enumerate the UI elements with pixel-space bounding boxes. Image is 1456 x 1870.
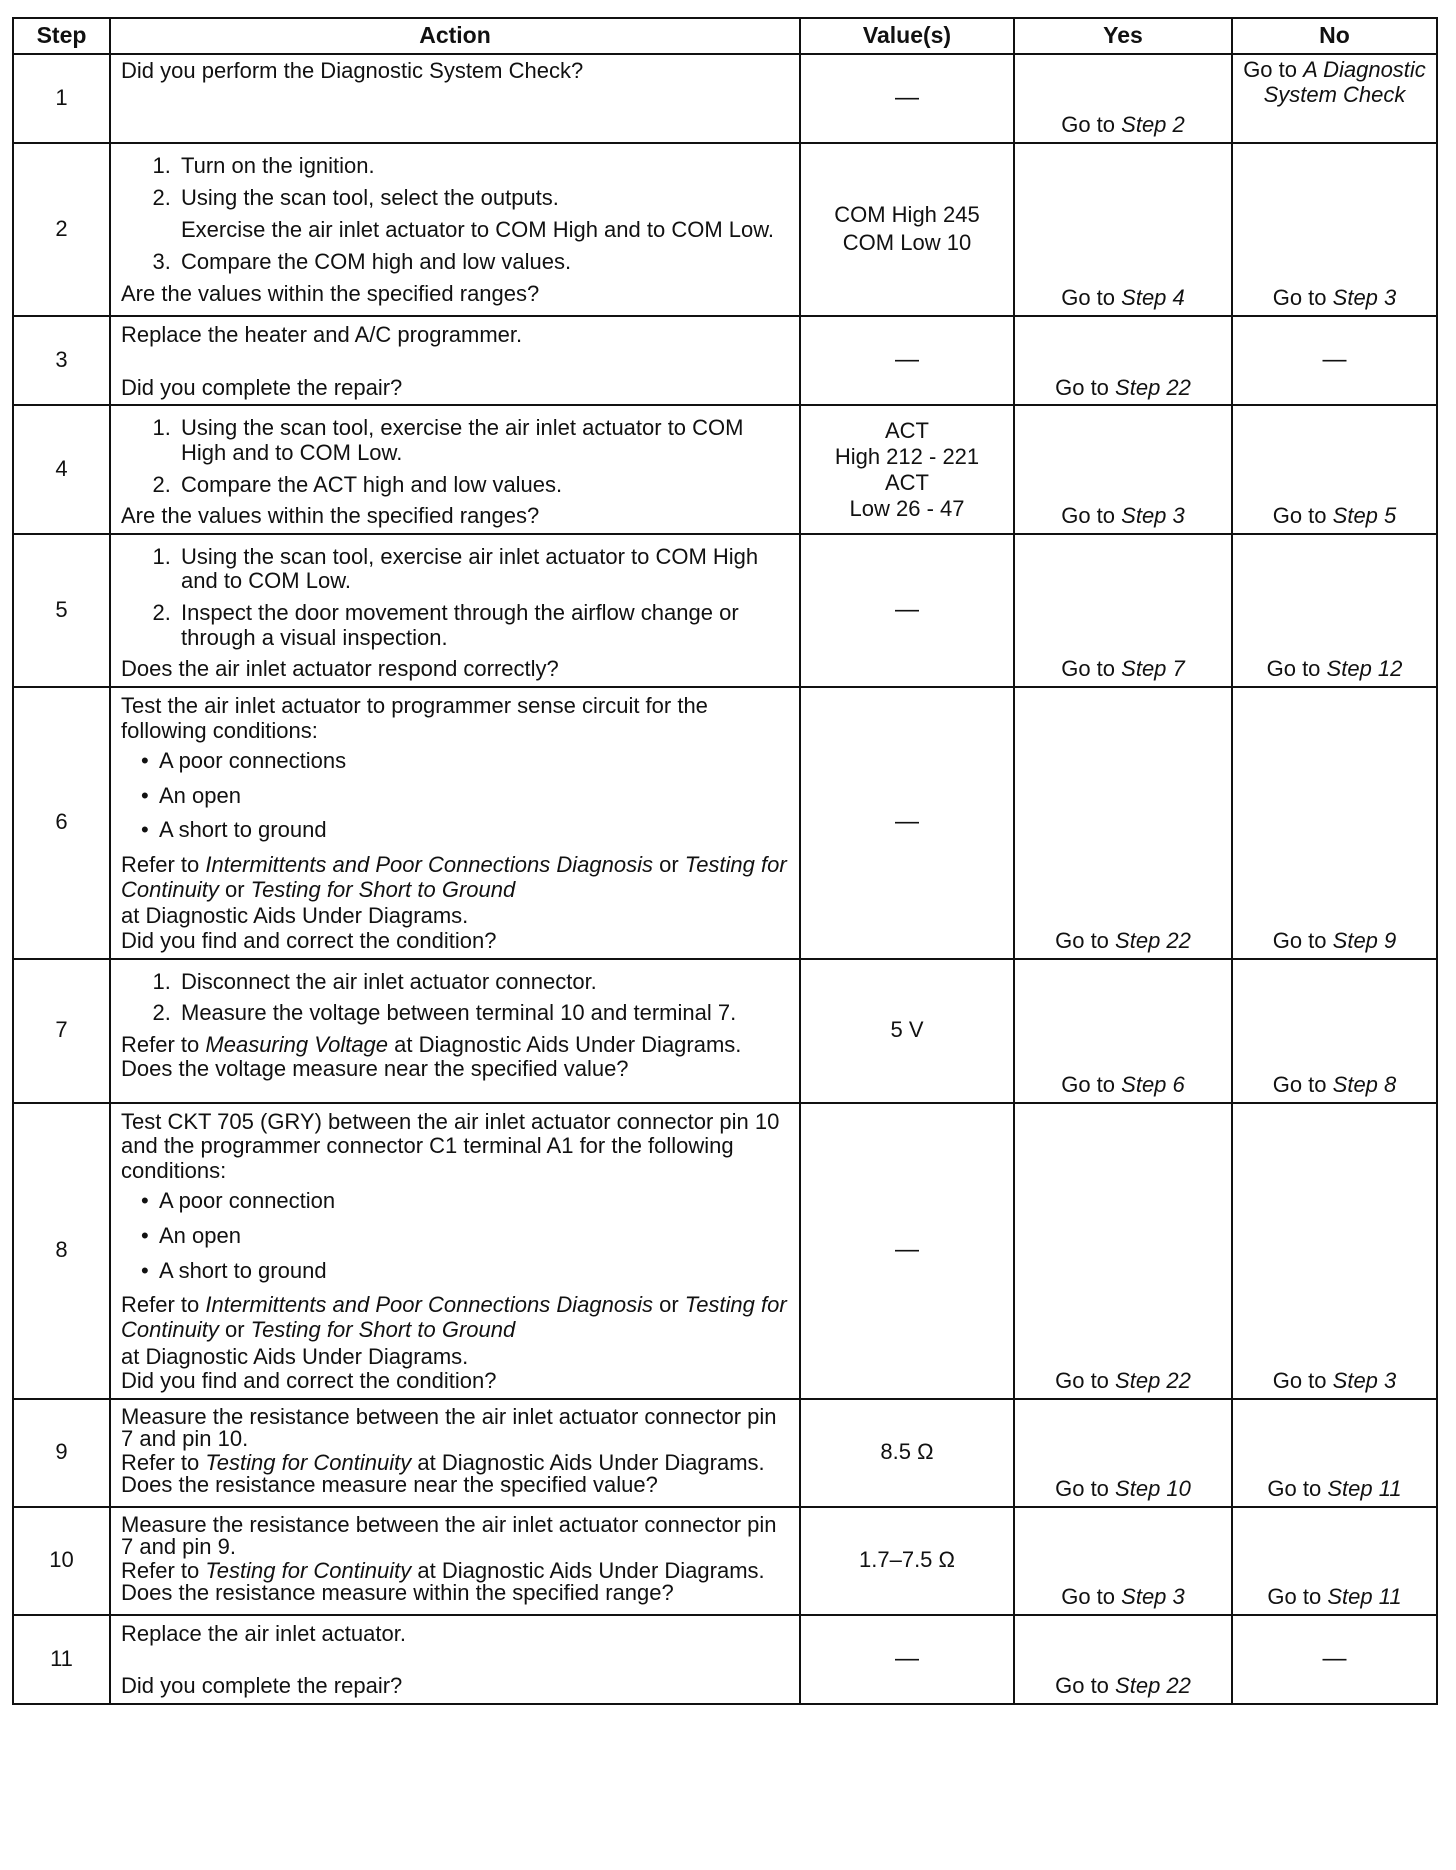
- refer-label: Refer to: [121, 1449, 200, 1475]
- yes-cell: [1014, 1507, 1232, 1615]
- refer-label: Refer to: [121, 1292, 200, 1318]
- yes-step-ref: Step 4: [1121, 285, 1185, 311]
- action-cell: [110, 143, 800, 316]
- action-cell: [110, 405, 800, 534]
- step-number: 9: [13, 1399, 110, 1507]
- no-procedure-ref: A Diagnostic System Check: [1263, 57, 1426, 107]
- table-row: [13, 534, 1437, 687]
- action-question: Does the resistance measure near the specified value?: [121, 1471, 658, 1497]
- refer-paragraph: [121, 1557, 789, 1583]
- action-item: 2. Inspect the door movement through the airflow change or through a visual inspection.: [177, 601, 789, 650]
- no-step-ref: Step 8: [1332, 1071, 1397, 1097]
- yes-cell: [1014, 534, 1232, 687]
- doc-reference: Testing for Continuity: [205, 1449, 412, 1475]
- value-cell: 8.5 Ω: [800, 1399, 1014, 1507]
- value-line: COM Low 10: [842, 230, 972, 255]
- table-header-row: [13, 18, 1437, 54]
- no-cell: [1232, 1615, 1437, 1704]
- go-to-label: Go to: [1266, 656, 1321, 682]
- value-cell: 5 V: [800, 959, 1014, 1103]
- refer-location: at Diagnostic Aids Under Diagrams.: [121, 903, 469, 929]
- or-label: or: [659, 852, 679, 877]
- action-question: Does the voltage measure near the specified value?: [121, 1056, 629, 1082]
- value-cell: [800, 687, 1014, 959]
- go-to-label: Go to: [1055, 1476, 1109, 1502]
- yes-cell: [1014, 1399, 1232, 1507]
- action-cell: [110, 54, 800, 143]
- no-step-ref: Step 11: [1327, 1476, 1402, 1502]
- no-cell: [1232, 54, 1437, 143]
- action-question: Are the values within the specified ranges?: [121, 280, 540, 306]
- action-text: Measure the resistance between the air inlet actuator connector pin 7 and pin 10.: [121, 1403, 777, 1451]
- action-question: Did you complete the repair?: [121, 374, 403, 400]
- action-item: 1. Using the scan tool, exercise air inlet actuator to COM High and to COM Low.: [177, 545, 789, 594]
- doc-reference: Testing for Continuity: [121, 852, 787, 902]
- action-cell: [110, 1399, 800, 1507]
- value-cell: [800, 1615, 1014, 1704]
- action-question: Did you perform the Diagnostic System Check?: [121, 58, 584, 83]
- table-row: [13, 687, 1437, 959]
- action-cell: [110, 534, 800, 687]
- yes-cell: [1014, 316, 1232, 405]
- action-cell: [110, 687, 800, 959]
- refer-paragraph: [121, 1033, 789, 1058]
- condition-bullet: • A poor connection: [159, 1189, 789, 1214]
- go-to-label: Go to: [1061, 656, 1116, 682]
- action-text: Replace the heater and A/C programmer.: [121, 322, 523, 347]
- condition-bullet: • A poor connections: [159, 749, 789, 774]
- go-to-label: Go to: [1055, 1368, 1109, 1394]
- action-sub-text: Exercise the air inlet actuator to COM High and to COM Low.: [181, 217, 775, 243]
- go-to-label: Go to: [1272, 927, 1327, 953]
- or-label: or: [224, 1316, 245, 1342]
- step-number: 8: [13, 1103, 110, 1399]
- value-dash: —: [895, 1236, 919, 1264]
- action-cell: [110, 1507, 800, 1615]
- action-text: Measure the resistance between the air inlet actuator connector pin 7 and pin 9.: [121, 1511, 777, 1559]
- yes-step-ref: Step 10: [1115, 1476, 1191, 1502]
- table-row: [13, 405, 1437, 534]
- or-label: or: [659, 1292, 679, 1318]
- step-number: 6: [13, 687, 110, 959]
- refer-location: at Diagnostic Aids Under Diagrams.: [417, 1557, 765, 1583]
- action-text: Replace the air inlet actuator.: [121, 1620, 406, 1646]
- go-to-label: Go to: [1061, 503, 1116, 529]
- value-line: Low 26 - 47: [849, 496, 965, 522]
- no-cell: [1232, 143, 1437, 316]
- go-to-label: Go to: [1061, 285, 1116, 311]
- value-line: High 212 - 221: [834, 443, 980, 469]
- step-number: 2: [13, 143, 110, 316]
- go-to-label: Go to: [1272, 285, 1327, 311]
- yes-cell: [1014, 54, 1232, 143]
- table-row: [13, 1103, 1437, 1399]
- action-cell: [110, 1103, 800, 1399]
- action-cell: [110, 959, 800, 1103]
- yes-cell: [1014, 959, 1232, 1103]
- header-yes: Yes: [1014, 18, 1232, 54]
- no-cell: [1232, 534, 1437, 687]
- value-cell: [800, 405, 1014, 534]
- action-question: Does the air inlet actuator respond correctly?: [121, 656, 559, 682]
- action-item: 1. Using the scan tool, exercise the air inlet actuator to COM High and to COM Low.: [177, 416, 789, 465]
- yes-cell: [1014, 1615, 1232, 1704]
- no-cell: [1232, 1399, 1437, 1507]
- step-number: 4: [13, 405, 110, 534]
- no-step-ref: Step 5: [1332, 503, 1397, 529]
- header-step: Step: [13, 18, 110, 54]
- doc-reference: Measuring Voltage: [205, 1031, 389, 1057]
- no-prefix: Go to: [1243, 57, 1297, 82]
- go-to-label: Go to: [1061, 1071, 1116, 1097]
- value-dash: —: [895, 808, 919, 836]
- go-to-label: Go to: [1272, 1368, 1327, 1394]
- no-cell: [1232, 1507, 1437, 1615]
- table-row: [13, 1507, 1437, 1615]
- yes-cell: [1014, 405, 1232, 534]
- refer-label: Refer to: [121, 852, 200, 877]
- step-number: 1: [13, 54, 110, 143]
- table-row: [13, 1399, 1437, 1507]
- yes-step-ref: Step 6: [1121, 1071, 1185, 1097]
- no-cell: [1232, 405, 1437, 534]
- step-number: 10: [13, 1507, 110, 1615]
- refer-paragraph: [121, 853, 789, 902]
- go-to-label: Go to: [1055, 1673, 1109, 1699]
- action-item-text: Using the scan tool, select the outputs.: [181, 184, 559, 210]
- step-number: 3: [13, 316, 110, 405]
- no-step-ref: Step 3: [1332, 285, 1397, 311]
- action-item: 2. Compare the ACT high and low values.: [177, 473, 789, 498]
- action-item: 3. Compare the COM high and low values.: [177, 250, 789, 275]
- no-step-ref: Step 3: [1332, 1368, 1397, 1394]
- action-question: Did you complete the repair?: [121, 1673, 403, 1699]
- step-number: 11: [13, 1615, 110, 1704]
- go-to-label: Go to: [1061, 112, 1116, 138]
- header-values: Value(s): [800, 18, 1014, 54]
- no-dash: —: [1322, 1644, 1347, 1672]
- yes-step-ref: Step 3: [1121, 503, 1185, 529]
- yes-step-ref: Step 22: [1115, 1368, 1191, 1394]
- value-line: ACT: [885, 470, 929, 495]
- or-label: or: [224, 876, 245, 902]
- value-dash: —: [895, 84, 919, 112]
- table-row: [13, 1615, 1437, 1704]
- table-row: [13, 959, 1437, 1103]
- value-cell: [800, 316, 1014, 405]
- refer-location: at Diagnostic Aids Under Diagrams.: [417, 1449, 765, 1475]
- go-to-label: Go to: [1272, 503, 1327, 529]
- diagnostic-page: [12, 17, 1436, 1705]
- action-item: 1. Turn on the ignition.: [177, 154, 789, 179]
- header-action: Action: [110, 18, 800, 54]
- step-number: 5: [13, 534, 110, 687]
- value-cell: [800, 54, 1014, 143]
- yes-cell: [1014, 143, 1232, 316]
- go-to-label: Go to: [1055, 927, 1109, 953]
- action-item: 1. Disconnect the air inlet actuator connector.: [177, 970, 789, 995]
- go-to-label: Go to: [1267, 1476, 1322, 1502]
- value-cell: [800, 143, 1014, 316]
- action-cell: [110, 316, 800, 405]
- value-cell: [800, 534, 1014, 687]
- value-dash: —: [895, 1644, 919, 1672]
- doc-reference: Intermittents and Poor Connections Diagnosis: [205, 1292, 653, 1318]
- no-cell: [1232, 687, 1437, 959]
- refer-paragraph: [121, 1293, 789, 1342]
- diagnostic-table: [12, 17, 1438, 1705]
- no-step-ref: Step 9: [1332, 927, 1397, 953]
- doc-reference: Testing for Short to Ground: [250, 876, 516, 902]
- condition-bullet: • An open: [159, 1224, 789, 1249]
- yes-cell: [1014, 687, 1232, 959]
- table-row: [13, 143, 1437, 316]
- refer-paragraph: [121, 1449, 789, 1475]
- no-dash: —: [1322, 346, 1347, 374]
- header-no: No: [1232, 18, 1437, 54]
- yes-step-ref: Step 22: [1115, 927, 1191, 953]
- action-item-with-sub: [177, 186, 789, 243]
- table-row: [13, 316, 1437, 405]
- no-cell: [1232, 1103, 1437, 1399]
- action-question: Does the resistance measure within the specified range?: [121, 1579, 674, 1605]
- doc-reference: Intermittents and Poor Connections Diagnosis: [205, 852, 653, 877]
- condition-bullet: • An open: [159, 784, 789, 809]
- doc-reference: Testing for Short to Ground: [250, 1316, 516, 1342]
- value-line: ACT: [885, 417, 929, 443]
- yes-step-ref: Step 22: [1115, 1673, 1191, 1699]
- condition-bullet: • A short to ground: [159, 818, 789, 843]
- go-to-label: Go to: [1267, 1584, 1322, 1610]
- no-cell: [1232, 959, 1437, 1103]
- value-cell: [800, 1103, 1014, 1399]
- no-cell: [1232, 316, 1437, 405]
- action-question: Did you find and correct the condition?: [121, 1368, 497, 1394]
- doc-reference: Testing for Continuity: [205, 1557, 412, 1583]
- action-question: Are the values within the specified ranges?: [121, 503, 540, 529]
- go-to-label: Go to: [1061, 1584, 1116, 1610]
- refer-label: Refer to: [121, 1031, 200, 1057]
- go-to-label: Go to: [1272, 1071, 1327, 1097]
- go-to-label: Go to: [1055, 374, 1109, 400]
- action-intro: Test the air inlet actuator to programmer sense circuit for the following conditions:: [121, 692, 708, 743]
- yes-step-ref: Step 2: [1121, 112, 1185, 138]
- doc-reference: Testing for Continuity: [121, 1292, 787, 1342]
- yes-step-ref: Step 3: [1121, 1584, 1185, 1610]
- no-step-ref: Step 12: [1326, 656, 1403, 682]
- refer-location: at Diagnostic Aids Under Diagrams.: [394, 1031, 742, 1057]
- action-question: Did you find and correct the condition?: [121, 927, 497, 953]
- yes-step-ref: Step 22: [1115, 374, 1191, 400]
- action-intro: Test CKT 705 (GRY) between the air inlet actuator connector pin 10 and the programmer connector C1 terminal A1 for the following conditions:: [121, 1108, 780, 1183]
- action-cell: [110, 1615, 800, 1704]
- value-dash: —: [895, 595, 919, 623]
- value-dash: —: [895, 346, 919, 374]
- yes-cell: [1014, 1103, 1232, 1399]
- value-cell: 1.7–7.5 Ω: [800, 1507, 1014, 1615]
- no-step-ref: Step 11: [1327, 1584, 1402, 1610]
- table-row: [13, 54, 1437, 143]
- condition-bullet: • A short to ground: [159, 1259, 789, 1284]
- step-number: 7: [13, 959, 110, 1103]
- action-item: 2. Measure the voltage between terminal 10 and terminal 7.: [177, 1001, 789, 1026]
- value-line: COM High 245: [834, 202, 980, 228]
- yes-step-ref: Step 7: [1121, 656, 1185, 682]
- refer-label: Refer to: [121, 1557, 200, 1583]
- refer-location: at Diagnostic Aids Under Diagrams.: [121, 1343, 469, 1369]
